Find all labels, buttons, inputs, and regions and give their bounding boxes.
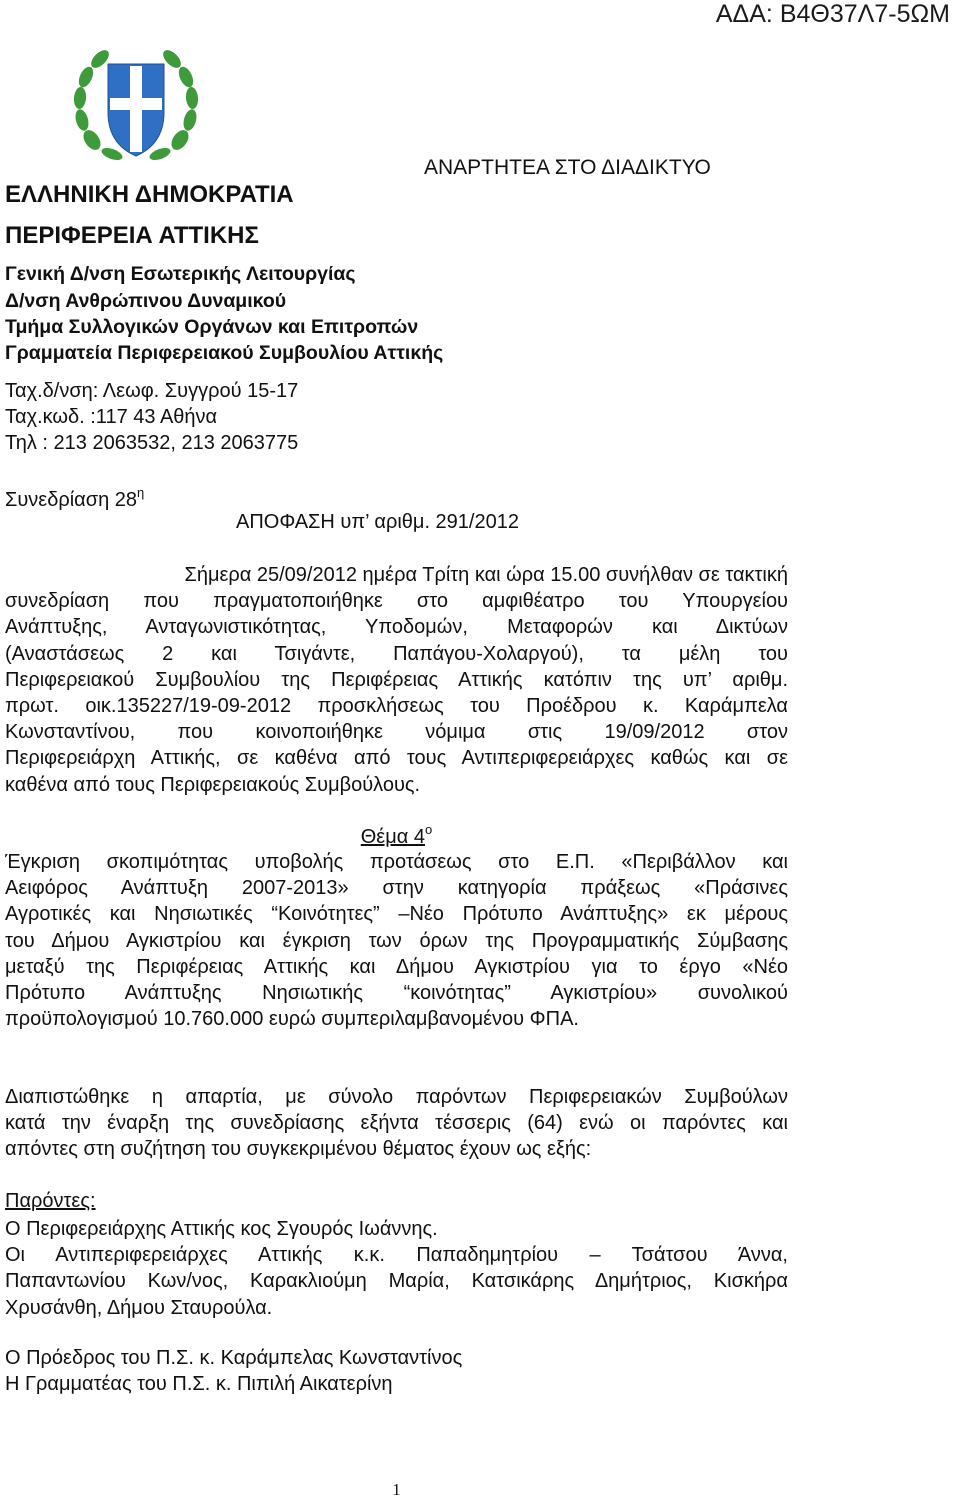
paragraph-line: Αειφόρος Ανάπτυξη 2007-2013» στην κατηγορία πράξεως «Πράσινες <box>5 877 788 900</box>
paragraph-line: Διαπιστώθηκε η απαρτία, με σύνολο παρόντων Περιφερειακών Συμβούλων <box>5 1086 788 1108</box>
president-line: Ο Πρόεδρος του Π.Σ. κ. Καράμπελας Κωνσταντίνος <box>5 1347 463 1369</box>
address-line: Ταχ.δ/νση: Λεωφ. Συγγρού 15-17 <box>5 380 299 402</box>
republic-heading: ΕΛΛΗΝΙΚΗ ΔΗΜΟΚΡΑΤΙΑ <box>5 181 294 208</box>
decision-number: ΑΠΟΦΑΣΗ υπ’ αριθμ. 291/2012 <box>236 511 519 533</box>
address-line: Ταχ.κωδ. :117 43 Αθήνα <box>5 406 218 428</box>
paragraph-line: Οι Αντιπεριφερειάρχες Αττικής κ.κ. Παπαδημητρίου – Τσάτσου Άννα, <box>5 1244 788 1267</box>
paragraph-line: του Δήμου Αγκιστρίου και έγκριση των όρων της Προγραμματικής Σύμβασης <box>5 929 788 952</box>
paragraph-line: Ανάπτυξης, Ανταγωνιστικότητας, Υποδομών, Μεταφορών και Δικτύων <box>5 616 788 639</box>
phone-line: Τηλ : 213 2063532, 213 2063775 <box>5 432 299 454</box>
paragraph-line: προϋπολογισμού 10.760.000 ευρώ συμπεριλαμβανομένου ΦΠΑ. <box>5 1008 579 1031</box>
paragraph-line: πρωτ. οικ.135227/19-09-2012 προσκλήσεως του Προέδρου κ. Καράμπελα <box>5 695 788 718</box>
paragraph-line: Παπαντωνίου Κων/νος, Καρακλιούμη Μαρία, Κατσικάρης Δημήτριος, Κισκήρα <box>5 1270 788 1293</box>
paragraph-line: Αγροτικές και Νησιωτικές “Κοινότητες” –Νέο Πρότυπο Ανάπτυξης» εκ μέρους <box>5 903 788 926</box>
subject-paragraph <box>5 849 788 1032</box>
ada-number: ΑΔΑ: Β4Θ37Λ7-5ΩΜ <box>715 0 950 28</box>
paragraph-line: Περιφερειάρχη Αττικής, σε καθένα από τους Αντιπεριφερειάρχες καθώς και σε <box>5 747 788 770</box>
greek-emblem-icon <box>70 42 202 168</box>
department-line: Γενική Δ/νση Εσωτερικής Λειτουργίας <box>5 263 356 285</box>
department-line: Γραμματεία Περιφερειακού Συμβουλίου Αττικής <box>5 342 444 364</box>
paragraph-line: καθένα από τους Περιφερειακούς Συμβούλους. <box>5 773 421 796</box>
department-line: Τμήμα Συλλογικών Οργάνων και Επιτροπών <box>5 316 419 338</box>
paragraph-line: Κωνσταντίνου, που κοινοποιήθηκε νόμιμα στις 19/09/2012 στον <box>5 721 788 744</box>
publish-notice: ΑΝΑΡΤΗΤΕΑ ΣΤΟ ΔΙΑΔΙΚΤΥΟ <box>424 156 711 179</box>
paragraph-line: κατά την έναρξη της συνεδρίασης εξήντα τέσσερις (64) ενώ οι παρόντες και <box>5 1112 788 1135</box>
paragraph-line: απόντες στη συζήτηση του συγκεκριμένου θέματος έχουν ως εξής: <box>5 1138 592 1161</box>
session-number: Συνεδρίαση $28^\eta$ <box>5 485 145 511</box>
region-heading: ΠΕΡΙΦΕΡΕΙΑ ΑΤΤΙΚΗΣ <box>5 222 259 249</box>
paragraph-line: μεταξύ της Περιφέρειας Αττικής και Δήμου Αγκιστρίου για το έργο «Νέο <box>5 955 788 978</box>
paragraph-line: συνεδρίαση που πραγματοποιήθηκε στο αμφιθέατρο του Υπουργείου <box>5 590 788 613</box>
theme-heading: Θέμα $4^o$ <box>360 822 433 848</box>
paragraph-line: Έγκριση σκοπιμότητας υποβολής προτάσεως στο Ε.Π. «Περιβάλλον και <box>5 851 788 873</box>
paragraph-line: Σήμερα 25/09/2012 ημέρα Τρίτη και ώρα 15.00 συνήλθαν σε τακτική <box>184 564 788 586</box>
paragraph-line: (Αναστάσεως 2 και Τσιγάντε, Παπάγου-Χολαργού), τα μέλη του <box>5 642 788 665</box>
quorum-paragraph <box>5 1084 788 1163</box>
present-list <box>5 1216 788 1321</box>
paragraph-line: Περιφερειακού Συμβουλίου της Περιφέρειας Αττικής κατόπιν της υπ’ αριθμ. <box>5 668 788 691</box>
paragraph-line: Ο Περιφερειάρχης Αττικής κος Σγουρός Ιωάννης. <box>5 1218 438 1240</box>
paragraph-line: Πρότυπο Ανάπτυξης Νησιωτικής “κοινότητας” Αγκιστρίου» συνολικού <box>5 982 788 1005</box>
present-heading: Παρόντες: <box>5 1190 96 1212</box>
paragraph-line: Χρυσάνθη, Δήμου Σταυρούλα. <box>5 1296 273 1319</box>
department-line: Δ/νση Ανθρώπινου Δυναμικού <box>5 290 287 312</box>
intro-paragraph <box>5 562 788 798</box>
page-number: 1 <box>392 1480 401 1499</box>
secretary-line: Η Γραμματέας του Π.Σ. κ. Πιπιλή Αικατερίνη <box>5 1373 393 1395</box>
